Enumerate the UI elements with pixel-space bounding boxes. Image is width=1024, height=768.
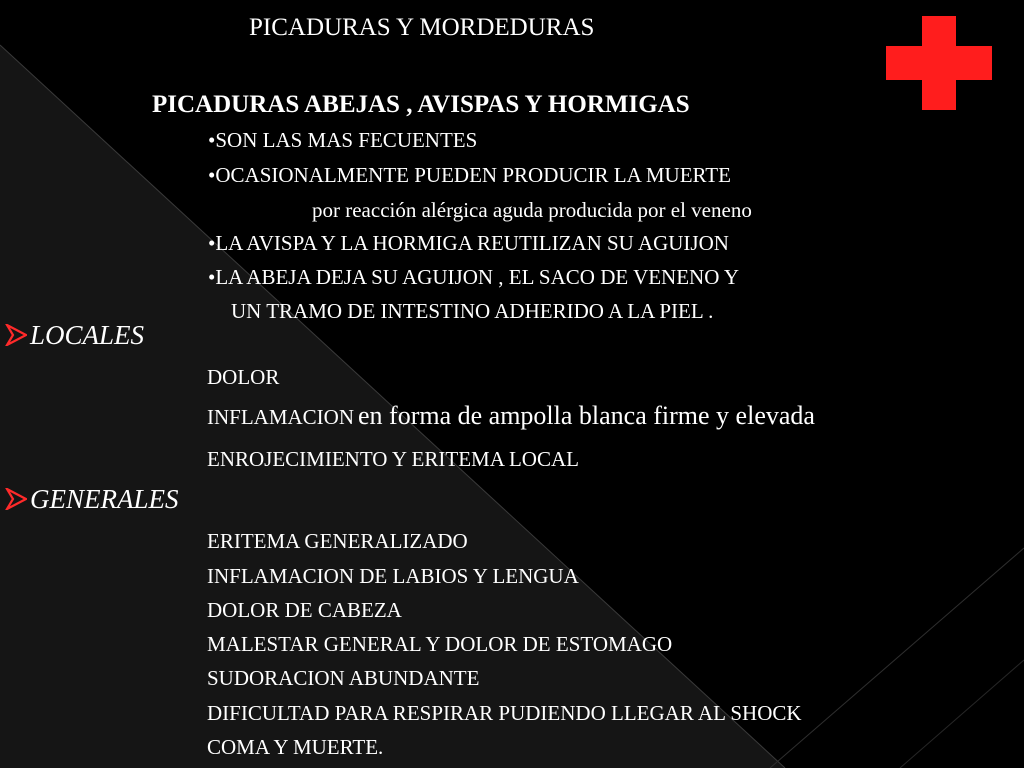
symptom-item: DOLOR DE CABEZA: [207, 598, 402, 622]
symptom-item: MALESTAR GENERAL Y DOLOR DE ESTOMAGO: [207, 632, 673, 656]
section-heading-locales: LOCALES: [30, 320, 145, 350]
symptom-item: DIFICULTAD PARA RESPIRAR PUDIENDO LLEGAR AL SHOCK: [207, 701, 802, 725]
arrow-bullet-icon: [5, 488, 27, 510]
bullet-item: •SON LAS MAS FECUENTES: [208, 128, 478, 152]
section-heading-generales: GENERALES: [30, 484, 179, 514]
symptom-item: DOLOR: [207, 365, 280, 389]
slide-title: PICADURAS Y MORDEDURAS: [249, 14, 595, 41]
symptom-item: INFLAMACION DE LABIOS Y LENGUA: [207, 564, 579, 588]
symptom-item: [207, 403, 815, 429]
symptom-item: ENROJECIMIENTO Y ERITEMA LOCAL: [207, 447, 579, 471]
bullet-detail: por reacción alérgica aguda producida por el veneno: [312, 198, 752, 222]
arrow-bullet-icon: [5, 324, 27, 346]
slide-subtitle: PICADURAS ABEJAS , AVISPAS Y HORMIGAS: [152, 91, 690, 118]
symptom-label: INFLAMACION: [207, 405, 354, 429]
symptom-item: COMA Y MUERTE.: [207, 735, 384, 759]
red-cross-icon: [886, 16, 992, 110]
bullet-item: •OCASIONALMENTE PUEDEN PRODUCIR LA MUERTE: [208, 163, 731, 187]
bullet-continuation: UN TRAMO DE INTESTINO ADHERIDO A LA PIEL .: [231, 299, 714, 323]
bullet-item: •LA AVISPA Y LA HORMIGA REUTILIZAN SU AGUIJON: [208, 231, 729, 255]
bullet-item: •LA ABEJA DEJA SU AGUIJON , EL SACO DE VENENO Y: [208, 265, 740, 289]
symptom-item: ERITEMA GENERALIZADO: [207, 529, 468, 553]
symptom-detail: en forma de ampolla blanca firme y elevada: [358, 401, 815, 430]
symptom-item: SUDORACION ABUNDANTE: [207, 666, 480, 690]
